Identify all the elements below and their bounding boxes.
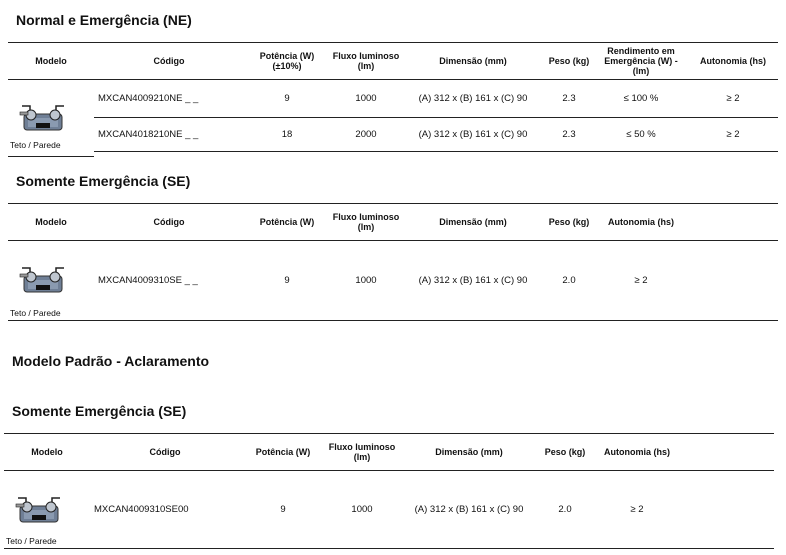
header-codigo: Código xyxy=(94,204,244,241)
cell-potencia: 9 xyxy=(244,241,330,321)
table-row xyxy=(4,471,774,549)
cell-rendimento: ≤ 100 % xyxy=(594,80,688,118)
header-peso: Peso (kg) xyxy=(540,434,590,471)
cell-codigo: MXCAN4009310SE00 xyxy=(90,471,240,549)
header-peso: Peso (kg) xyxy=(544,204,594,241)
model-cell xyxy=(4,471,90,549)
cell-dimensao: (A) 312 x (B) 161 x (C) 90 xyxy=(398,471,540,549)
header-codigo: Código xyxy=(90,434,240,471)
header-codigo: Código xyxy=(94,43,244,80)
header-fluxo: Fluxo luminoso (lm) xyxy=(326,434,398,471)
cell-rendimento: ≤ 50 % xyxy=(594,118,688,152)
model-cell xyxy=(8,241,94,321)
table-row xyxy=(8,80,778,118)
cell-potencia: 9 xyxy=(244,80,330,118)
header-modelo: Modelo xyxy=(4,434,90,471)
header-fluxo: Fluxo luminoso (lm) xyxy=(330,204,402,241)
luminaire-icon xyxy=(18,258,68,298)
cell-fluxo: 1000 xyxy=(330,80,402,118)
cell-dimensao: (A) 312 x (B) 161 x (C) 90 xyxy=(402,241,544,321)
table-se-padrao xyxy=(4,433,774,549)
header-dimensao: Dimensão (mm) xyxy=(402,204,544,241)
table-row xyxy=(8,241,778,321)
header-rendimento: Rendimento em Emergência (W) - (lm) xyxy=(594,43,688,80)
model-caption: Teto / Parede xyxy=(6,536,57,546)
model-caption: Teto / Parede xyxy=(10,139,61,150)
cell-peso: 2.0 xyxy=(540,471,590,549)
header-autonomia: Autonomia (hs) xyxy=(590,434,684,471)
header-autonomia: Autonomia (hs) xyxy=(594,204,688,241)
cell-codigo: MXCAN4009210NE _ _ xyxy=(94,80,244,118)
header-autonomia: Autonomia (hs) xyxy=(688,43,778,80)
header-modelo: Modelo xyxy=(8,43,94,80)
cell-autonomia: ≥ 2 xyxy=(594,241,688,321)
header-potencia: Potência (W) xyxy=(240,434,326,471)
cell-peso: 2.3 xyxy=(544,118,594,152)
luminaire-icon xyxy=(14,488,64,528)
cell-peso: 2.3 xyxy=(544,80,594,118)
cell-peso: 2.0 xyxy=(544,241,594,321)
cell-fluxo: 1000 xyxy=(326,471,398,549)
model-caption: Teto / Parede xyxy=(10,308,61,318)
header-peso: Peso (kg) xyxy=(544,43,594,80)
header-dimensao: Dimensão (mm) xyxy=(398,434,540,471)
table-se xyxy=(8,203,778,321)
section-title-ne: Normal e Emergência (NE) xyxy=(16,12,192,28)
table-ne xyxy=(8,42,778,152)
cell-potencia: 18 xyxy=(244,118,330,152)
header-potencia: Potência (W) xyxy=(244,204,330,241)
cell-fluxo: 1000 xyxy=(330,241,402,321)
cell-potencia: 9 xyxy=(240,471,326,549)
header-modelo: Modelo xyxy=(8,204,94,241)
cell-autonomia: ≥ 2 xyxy=(688,80,778,118)
header-dimensao: Dimensão (mm) xyxy=(402,43,544,80)
table-row xyxy=(8,118,778,152)
cell-fluxo: 2000 xyxy=(330,118,402,152)
header-fluxo: Fluxo luminoso (lm) xyxy=(330,43,402,80)
model-cell xyxy=(8,80,94,152)
cell-dimensao: (A) 312 x (B) 161 x (C) 90 xyxy=(402,80,544,118)
cell-autonomia: ≥ 2 xyxy=(688,118,778,152)
cell-dimensao: (A) 312 x (B) 161 x (C) 90 xyxy=(402,118,544,152)
luminaire-icon xyxy=(18,96,68,136)
section-title-se: Somente Emergência (SE) xyxy=(16,173,191,189)
cell-codigo: MXCAN4009310SE _ _ xyxy=(94,241,244,321)
cell-codigo: MXCAN4018210NE _ _ xyxy=(94,118,244,152)
header-potencia: Potência (W) (±10%) xyxy=(244,43,330,80)
cell-autonomia: ≥ 2 xyxy=(590,471,684,549)
model-heading: Modelo Padrão - Aclaramento xyxy=(12,353,210,369)
section-title-se-padrao: Somente Emergência (SE) xyxy=(12,403,187,419)
